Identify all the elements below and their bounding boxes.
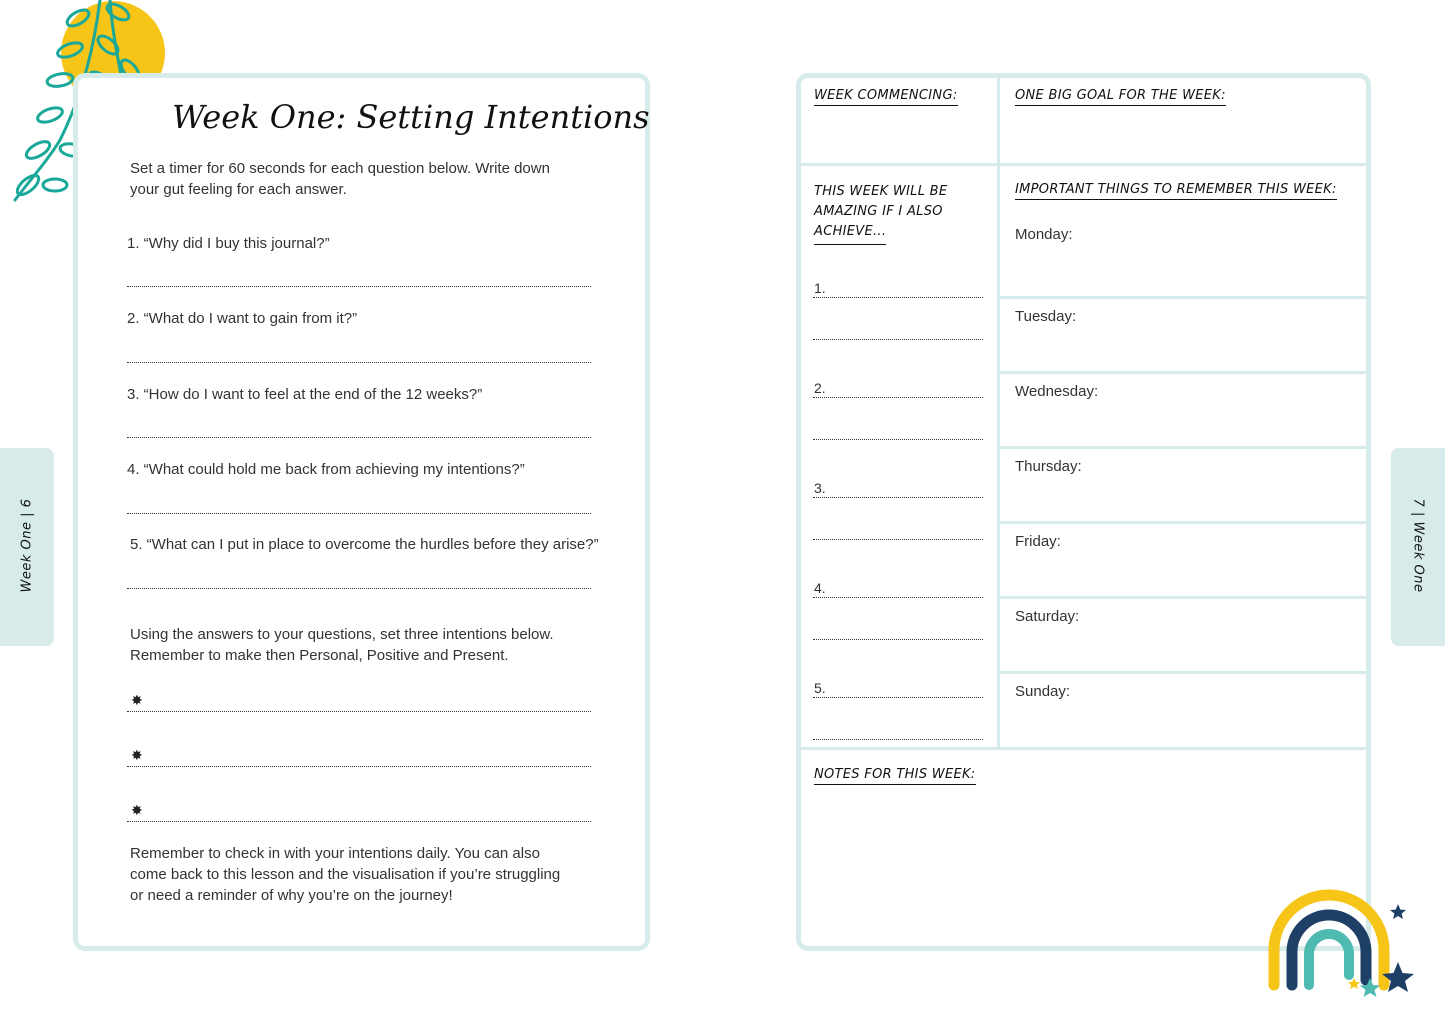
intro-text [130,158,600,200]
rainbow-decoration [1262,880,1422,1005]
achieve-line[interactable] [813,339,983,340]
answer-line-1[interactable] [127,286,591,287]
achieve-line[interactable] [813,497,983,498]
left-page-panel [73,73,650,951]
big-goal-label [1015,88,1226,106]
day-thursday: Thursday: [1015,458,1082,475]
star-icon [1390,904,1406,919]
intentions-intro [130,624,600,666]
achieve-line[interactable] [813,297,983,298]
intention-line-1[interactable] [127,711,591,712]
divider [1000,596,1367,599]
right-page-tab [1391,448,1445,646]
divider [1000,446,1367,449]
question-5: 5. “What can I put in place to overcome the hurdles before they arise?” [130,536,599,553]
question-4: 4. “What could hold me back from achieving my intentions?” [127,461,525,478]
achieve-number-1: 1. [814,280,826,296]
achieve-line[interactable] [813,597,983,598]
divider [800,747,1367,750]
remember-label [1015,182,1337,200]
page-title: Week One: Setting Intentions [172,98,650,136]
day-friday: Friday: [1015,533,1061,550]
achieve-line[interactable] [813,739,983,740]
question-1: 1. “Why did I buy this journal?” [127,235,330,252]
big-goal-text: ONE BIG GOAL FOR THE WEEK: [1015,88,1226,106]
achieve-line[interactable] [813,439,983,440]
intention-line-3[interactable] [127,821,591,822]
achieve-line[interactable] [813,697,983,698]
achieve-number-2: 2. [814,380,826,396]
left-page-tab [0,448,54,646]
answer-line-3[interactable] [127,437,591,438]
notes-text: NOTES FOR THIS WEEK: [814,767,976,785]
day-tuesday: Tuesday: [1015,308,1077,325]
achieve-number-5: 5. [814,680,826,696]
achieve-number-4: 4. [814,580,826,596]
achieve-line[interactable] [813,539,983,540]
question-3: 3. “How do I want to feel at the end of the 12 weeks?” [127,386,483,403]
amazing-line: AMAZING IF I ALSO [814,204,943,219]
intentions-intro-line: Using the answers to your questions, set three intentions below. [130,626,554,643]
bullet-icon: ✸ [131,692,143,708]
question-2: 2. “What do I want to gain from it?” [127,310,358,327]
day-monday: Monday: [1015,226,1073,243]
intention-line-2[interactable] [127,766,591,767]
divider [1000,521,1367,524]
answer-line-5[interactable] [127,588,591,589]
week-commencing-text: WEEK COMMENCING: [814,88,958,106]
closing-line: come back to this lesson and the visualisation if you’re struggling [130,866,561,883]
closing-text [130,843,610,906]
intro-line: Set a timer for 60 seconds for each question below. Write down [130,160,550,177]
divider [997,78,1000,748]
day-saturday: Saturday: [1015,608,1080,625]
day-wednesday: Wednesday: [1015,383,1099,400]
bullet-icon: ✸ [131,747,143,763]
achieve-number-3: 3. [814,480,826,496]
intro-line: your gut feeling for each answer. [130,181,347,198]
bullet-icon: ✸ [131,802,143,818]
closing-line: or need a reminder of why you’re on the journey! [130,887,453,904]
amazing-label [814,182,947,245]
answer-line-4[interactable] [127,513,591,514]
notes-label [814,767,976,785]
achieve-line[interactable] [813,397,983,398]
day-sunday: Sunday: [1015,683,1071,700]
amazing-line: THIS WEEK WILL BE [814,184,948,199]
divider [1000,296,1367,299]
intentions-intro-line: Remember to make then Personal, Positive and Present. [130,647,509,664]
right-tab-label: 7 | Week One [1410,498,1426,593]
achieve-line[interactable] [813,639,983,640]
divider [800,163,1367,166]
week-commencing-label [814,88,958,106]
closing-line: Remember to check in with your intentions daily. You can also [130,845,540,862]
divider [1000,671,1367,674]
amazing-line: ACHIEVE... [814,222,886,245]
answer-line-2[interactable] [127,362,591,363]
left-tab-label: Week One | 6 [19,498,35,593]
divider [1000,371,1367,374]
remember-text: IMPORTANT THINGS TO REMEMBER THIS WEEK: [1015,182,1337,200]
